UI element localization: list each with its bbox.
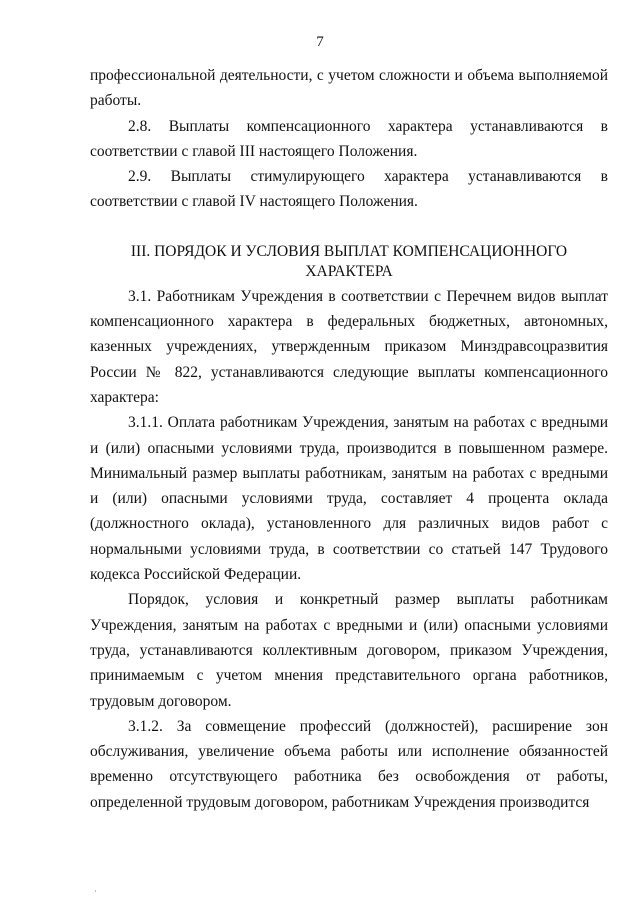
page-number: 7 [316, 34, 324, 50]
scan-speck: · [94, 886, 97, 896]
paragraph-3-1-2: 3.1.2. За совмещение профессий (должностей), расширение зон обслуживания, увеличение объема работы или исполнение обязанностей временно отсутствующего работника без освобождения от работы, определенной трудовым договором, работникам Учреждения производится [90, 717, 608, 811]
paragraph-3-1: 3.1. Работникам Учреждения в соответствии с Перечнем видов выплат компенсационного характера в федеральных бюджетных, автономных, казенных учреждениях, утвержденным приказом Минздравсоцразвития России № 822, устанавливаются следующие выплаты компенсационного характера: [90, 287, 608, 406]
paragraph-3-1-1: 3.1.1. Оплата работникам Учреждения, занятым на работах с вредными и (или) опасными условиями труда, производится в повышенном размере. Минимальный размер выплаты работникам, занятым на работах с вредными и (или) опасными условиями труда, составляет 4 процента оклада (должностного оклада), установленного для различных видов работ с нормальными условиями труда, в соответствии со статьей 147 Трудового кодекса Российской Федерации. [90, 414, 608, 584]
paragraph-procedure: Порядок, условия и конкретный размер выплаты работникам Учреждения, занятым на работах с вредными и (или) опасными условиями труда, устанавливаются коллективным договором, приказом Учреждения, принимаемым с учетом мнения представительного органа работников, трудовым договором. [90, 591, 608, 710]
section-heading-iii: III. ПОРЯДОК И УСЛОВИЯ ВЫПЛАТ КОМПЕНСАЦИОННОГО ХАРАКТЕРА [130, 242, 568, 280]
paragraph-continuation: профессиональной деятельности, с учетом сложности и объема выполняемой работы. [90, 67, 608, 110]
paragraph-2-8: 2.8. Выплаты компенсационного характера устанавливаются в соответствии с главой III настоящего Положения. [90, 117, 608, 160]
paragraph-2-9: 2.9. Выплаты стимулирующего характера устанавливаются в соответствии с главой IV настоящего Положения. [90, 168, 608, 211]
document-body [90, 63, 608, 815]
